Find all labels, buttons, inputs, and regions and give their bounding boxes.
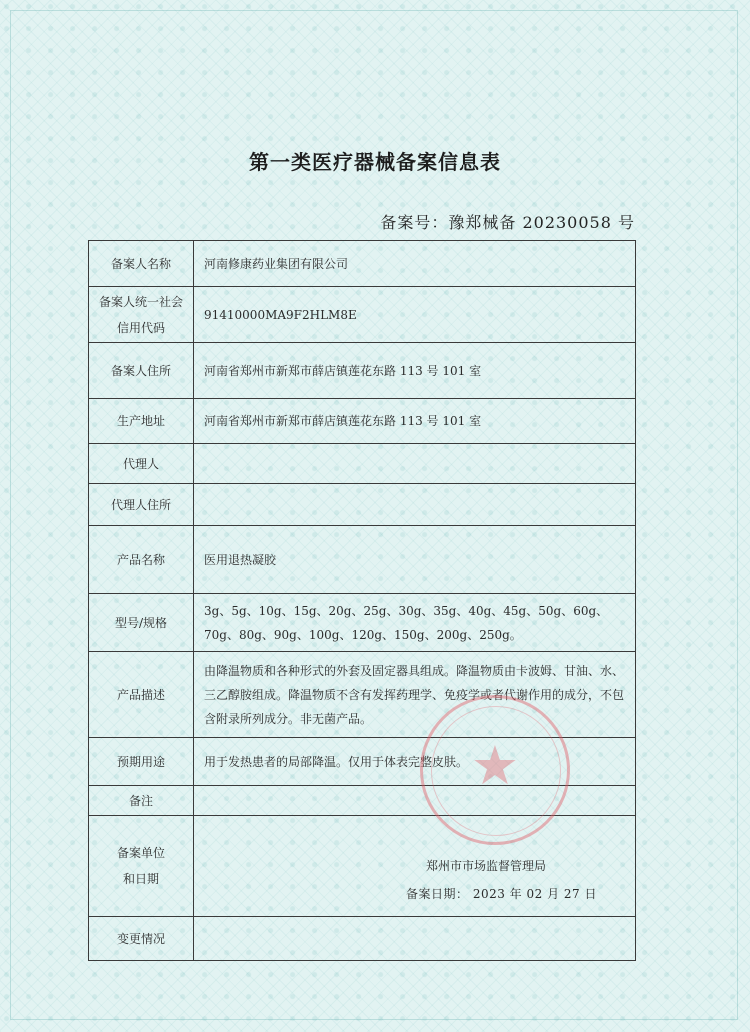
table-row (89, 444, 636, 484)
table-row (89, 917, 636, 961)
row-label: 代理人住所 (89, 484, 194, 526)
product-name: 医用退热凝胶 (194, 526, 636, 594)
table-row (89, 399, 636, 444)
row-label: 代理人 (89, 444, 194, 484)
row-label-line: 和日期 (122, 872, 159, 886)
production-address: 河南省郑州市新郑市薛店镇莲花东路 113 号 101 室 (194, 399, 636, 444)
row-label: 生产地址 (89, 399, 194, 444)
row-label: 型号/规格 (89, 594, 194, 652)
row-label (89, 816, 194, 917)
remarks (194, 786, 636, 816)
row-label: 产品描述 (89, 652, 194, 738)
row-label: 备案人住所 (89, 343, 194, 399)
row-label-line: 备案人统一社会 (98, 294, 183, 309)
document-title: 第一类医疗器械备案信息表 (249, 150, 501, 174)
record-unit: 郑州市市场监督管理局 (426, 859, 547, 873)
change-history (194, 917, 636, 961)
record-date: 备案日期： 2023 年 02 月 27 日 (406, 887, 597, 901)
table-row (89, 287, 636, 343)
credit-code: 91410000MA9F2HLM8E (194, 287, 636, 343)
info-table (88, 240, 636, 961)
sign-block (204, 816, 625, 916)
table-row (89, 526, 636, 594)
row-label: 备案人名称 (89, 241, 194, 287)
table-row (89, 816, 636, 917)
seal-star-icon: ★ (470, 734, 520, 797)
agent-address (194, 484, 636, 526)
agent-name (194, 444, 636, 484)
model-spec: 3g、5g、10g、15g、20g、25g、30g、35g、40g、45g、50g、60g、70g、80g、90g、100g、120g、150g、200g、250g。 (194, 594, 636, 652)
table-row (89, 241, 636, 287)
table-row (89, 786, 636, 816)
table-row (89, 738, 636, 786)
table-row (89, 652, 636, 738)
intended-use: 用于发热患者的局部降温。仅用于体表完整皮肤。 (194, 738, 636, 786)
row-label: 预期用途 (89, 738, 194, 786)
applicant-address: 河南省郑州市新郑市薛店镇莲花东路 113 号 101 室 (194, 343, 636, 399)
row-label: 变更情况 (89, 917, 194, 961)
row-label: 备注 (89, 786, 194, 816)
applicant-name: 河南修康药业集团有限公司 (194, 241, 636, 287)
table-row (89, 484, 636, 526)
row-label-line: 信用代码 (116, 320, 165, 335)
table-row (89, 343, 636, 399)
row-label-line: 备案单位 (116, 846, 165, 860)
record-unit-date (194, 816, 636, 917)
row-label (89, 287, 194, 343)
row-label: 产品名称 (89, 526, 194, 594)
table-row (89, 594, 636, 652)
record-number: 备案号：豫郑械备 20230058 号 (380, 213, 635, 232)
product-description: 由降温物质和各种形式的外套及固定器具组成。降温物质由卡波姆、甘油、水、三乙醇胺组成。降温物质不含有发挥药理学、免疫学或者代谢作用的成分，不包含附录所列成分。非无菌产品。 (194, 652, 636, 738)
